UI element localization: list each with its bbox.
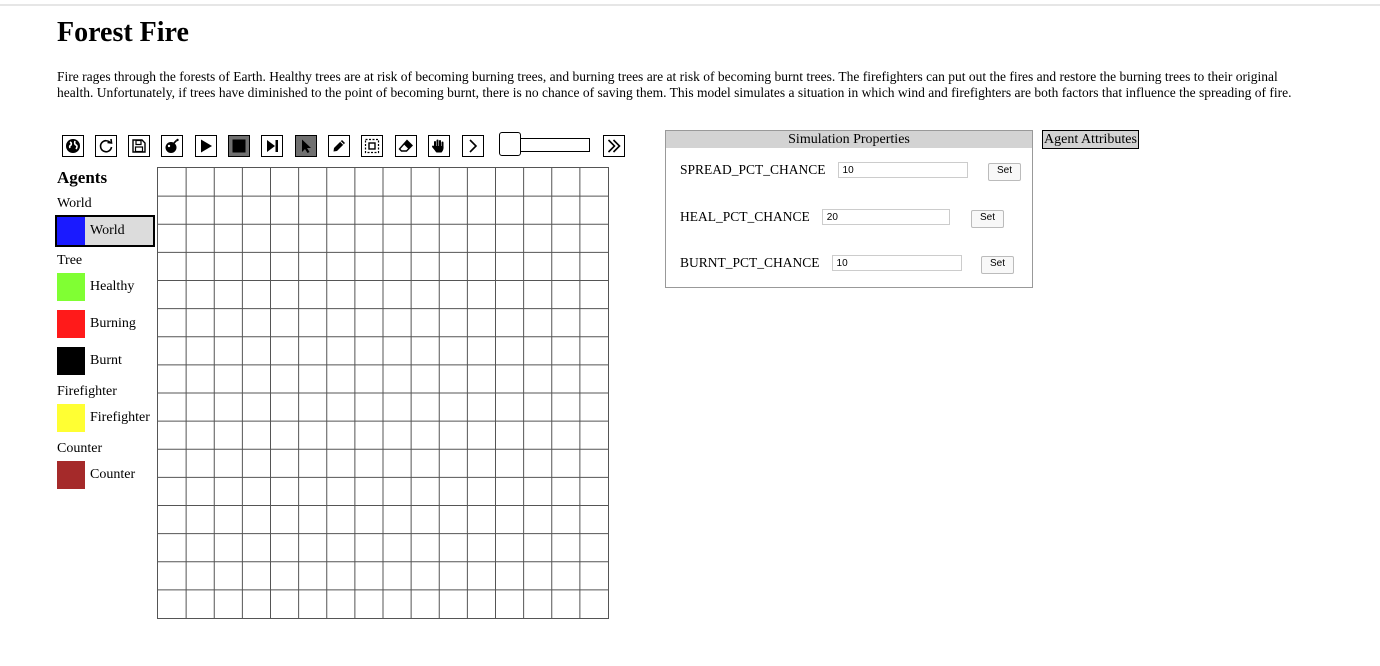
simulation-properties-title: Simulation Properties [666,131,1032,148]
speed-slider-thumb[interactable] [499,132,521,156]
save-button[interactable] [128,135,150,157]
agent-color-swatch [57,404,85,432]
bomb-button[interactable] [161,135,183,157]
agent-group-world: World [57,196,92,211]
agent-color-swatch [57,217,85,245]
property-row-heal [680,209,950,225]
agent-burnt[interactable] [57,347,153,375]
agent-label: Counter [90,467,136,482]
agent-color-swatch [57,310,85,338]
reset-icon [98,138,114,154]
burnt-pct-chance-input[interactable] [832,255,962,271]
speed-slider[interactable] [500,138,590,152]
top-divider [0,4,1380,6]
agent-group-counter: Counter [57,441,103,456]
agent-color-swatch [57,347,85,375]
agent-label: Healthy [90,279,135,294]
property-name: BURNT_PCT_CHANCE [680,255,820,270]
select-pointer-button[interactable] [295,135,317,157]
chevron-right-icon [465,138,481,154]
play-icon [198,138,214,154]
hand-button[interactable] [428,135,450,157]
heal-set-button[interactable]: Set [971,210,1004,228]
agent-counter[interactable] [57,461,153,489]
agent-attributes-tab[interactable]: Agent Attributes [1044,132,1137,147]
agent-firefighter[interactable] [57,404,153,432]
agent-label: Burnt [90,353,122,368]
pencil-icon [331,138,347,154]
agents-heading: Agents [57,168,108,187]
stop-icon [231,138,247,154]
property-row-spread [680,162,968,178]
agent-burning[interactable] [57,310,153,338]
world-icon [65,138,81,154]
burnt-set-button[interactable]: Set [981,256,1014,274]
agent-color-swatch [57,273,85,301]
step-button[interactable] [261,135,283,157]
grid-lines [158,168,608,618]
double-chevron-right-icon [606,138,622,154]
model-description: Fire rages through the forests of Earth. Healthy trees are at risk of becoming burning trees, and burning trees are at risk of becoming burnt trees. The firefighters can put out the fires and restore the burning trees to their original health. Unfortunately, if trees have diminished to the point of becoming burnt, there is no chance of saving them. This model simulates a situation in which wind and firefighters are both factors that influence the spreading of fire. [57,69,1292,100]
property-name: HEAL_PCT_CHANCE [680,209,810,224]
agent-healthy[interactable] [57,273,153,301]
chevron-right-button[interactable] [462,135,484,157]
spread-set-button[interactable]: Set [988,163,1021,181]
stop-button[interactable] [228,135,250,157]
property-name: SPREAD_PCT_CHANCE [680,162,826,177]
reset-button[interactable] [95,135,117,157]
agent-group-firefighter: Firefighter [57,384,117,399]
eraser-icon [398,138,414,154]
eraser-button[interactable] [395,135,417,157]
world-button[interactable] [62,135,84,157]
step-icon [264,138,280,154]
select-pointer-icon [298,138,314,154]
spread-pct-chance-input[interactable] [838,162,968,178]
play-button[interactable] [195,135,217,157]
agent-label: Burning [90,316,136,331]
marquee-select-button[interactable] [361,135,383,157]
agent-label: World [90,223,125,238]
agent-label: Firefighter [90,410,150,425]
simulation-grid[interactable] [157,167,609,619]
simulation-properties-panel [665,130,1033,288]
agent-group-tree: Tree [57,253,83,268]
pencil-button[interactable] [328,135,350,157]
agent-world[interactable] [55,215,155,247]
agent-color-swatch [57,461,85,489]
page-title: Forest Fire [57,17,189,48]
marquee-select-icon [364,138,380,154]
hand-icon [431,138,447,154]
save-icon [131,138,147,154]
bomb-icon [164,138,180,154]
property-row-burnt [680,255,962,271]
heal-pct-chance-input[interactable] [822,209,950,225]
fast-forward-button[interactable] [603,135,625,157]
